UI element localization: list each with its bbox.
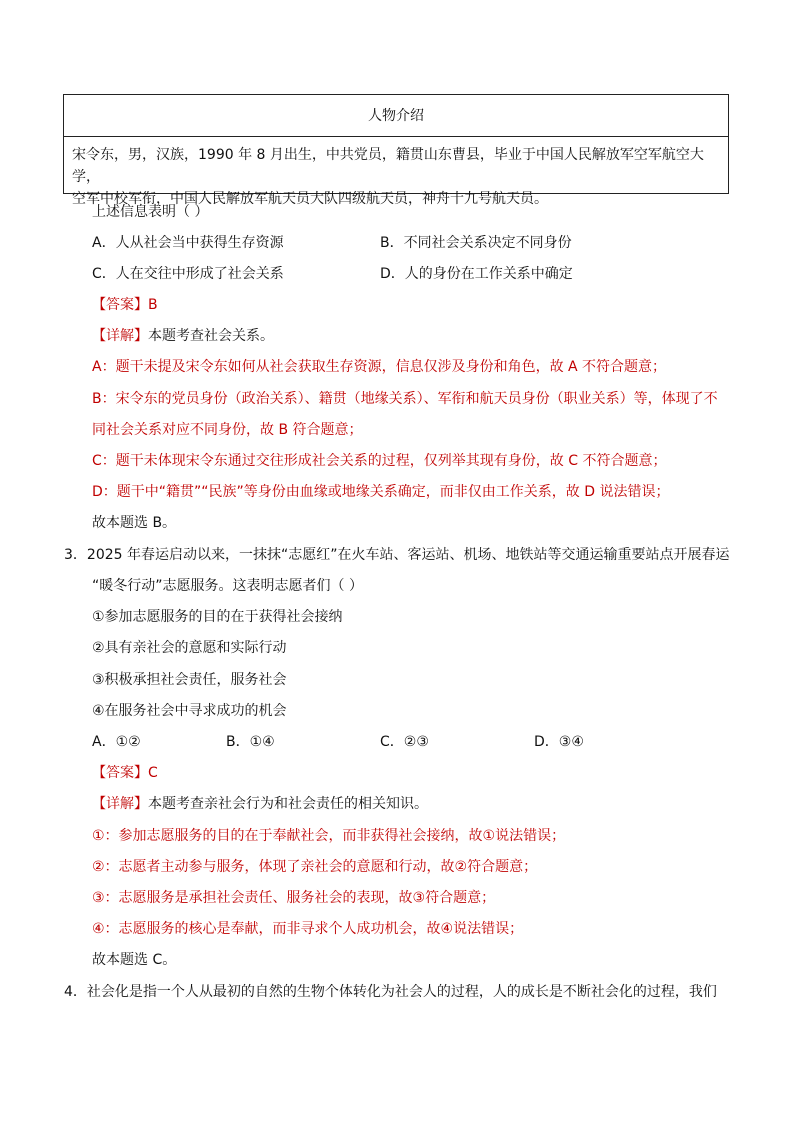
intro-box-title: 人物介绍: [64, 95, 728, 137]
q2-option-b: B．不同社会关系决定不同身份: [380, 235, 572, 251]
q2-detail: [92, 326, 274, 346]
q2-detail-label: 【详解】: [92, 328, 148, 344]
q3-conclusion: 故本题选 C。: [92, 952, 177, 968]
q2-explain-b-line-2: 同社会关系对应不同身份，故 B 符合题意；: [92, 422, 363, 438]
q3-stem-line-1: 3．2025 年春运启动以来，一抹抹“志愿红”在火车站、客运站、机场、地铁站等交通运输重要站点开展春运: [64, 547, 730, 563]
q3-answer-label: 【答案】: [92, 765, 148, 781]
q2-conclusion: 故本题选 B。: [92, 515, 177, 531]
q4-stem-line-1: 4．社会化是指一个人从最初的自然的生物个体转化为社会人的过程，人的成长是不断社会化的过程，我们: [64, 984, 717, 1000]
q2-explain-a: A：题干未提及宋令东如何从社会获取生存资源，信息仅涉及身份和角色，故 A 不符合题意；: [92, 359, 667, 375]
intro-body-line-1: 宋令东，男，汉族，1990 年 8 月出生，中共党员，籍贯山东曹县，毕业于中国人民解放军空军航空大学，: [72, 147, 704, 185]
q2-option-c: C．人在交往中形成了社会关系: [92, 266, 284, 282]
q3-explain-3: ③：志愿服务是承担社会责任、服务社会的表现，故③符合题意；: [92, 890, 496, 906]
q3-answer-value: C: [148, 765, 158, 781]
q3-detail-text: 本题考查亲社会行为和社会责任的相关知识。: [148, 796, 428, 812]
q2-detail-text: 本题考查社会关系。: [148, 328, 274, 344]
q2-explain-d: D：题干中“籍贯”“民族”等身份由血缘或地缘关系确定，而非仅由工作关系，故 D 说法错误；: [92, 484, 670, 500]
q3-stem-line-2: “暖冬行动”志愿服务。这表明志愿者们（ ）: [92, 578, 363, 594]
q3-item-3: ③积极承担社会责任，服务社会: [92, 672, 287, 688]
q2-answer-label: 【答案】: [92, 297, 148, 313]
q3-option-c: C．②③: [380, 734, 429, 750]
intro-box-body: [72, 144, 720, 210]
q2-explain-b-line-1: B：宋令东的党员身份（政治关系）、籍贯（地缘关系）、军衔和航天员身份（职业关系）等，体现了不: [92, 391, 718, 407]
q3-item-2: ②具有亲社会的意愿和实际行动: [92, 640, 287, 656]
q2-option-d: D．人的身份在工作关系中确定: [380, 266, 573, 282]
q3-option-b: B．①④: [226, 734, 275, 750]
intro-box: [63, 94, 729, 207]
q3-explain-2: ②：志愿者主动参与服务，体现了亲社会的意愿和行动，故②符合题意；: [92, 859, 538, 875]
intro-body-line-2: 空军中校军衔，中国人民解放军航天员大队四级航天员，神舟十九号航天员。: [72, 191, 548, 207]
q2-option-a: A．人从社会当中获得生存资源: [92, 235, 284, 251]
q3-explain-1: ①：参加志愿服务的目的在于奉献社会，而非获得社会接纳，故①说法错误；: [92, 828, 566, 844]
q2-answer: [92, 295, 158, 315]
q3-option-a: A．①②: [92, 734, 141, 750]
q3-detail-label: 【详解】: [92, 796, 148, 812]
q3-item-4: ④在服务社会中寻求成功的机会: [92, 703, 287, 719]
q3-option-d: D．③④: [534, 734, 584, 750]
q3-answer: [92, 763, 158, 783]
q3-explain-4: ④：志愿服务的核心是奉献，而非寻求个人成功机会，故④说法错误；: [92, 921, 524, 937]
q3-detail: [92, 794, 428, 814]
q2-stem: 上述信息表明（ ）: [92, 204, 209, 220]
q3-item-1: ①参加志愿服务的目的在于获得社会接纳: [92, 609, 343, 625]
q2-explain-c: C：题干未体现宋令东通过交往形成社会关系的过程，仅列举其现有身份，故 C 不符合题意；: [92, 453, 667, 469]
q2-answer-value: B: [148, 297, 158, 313]
